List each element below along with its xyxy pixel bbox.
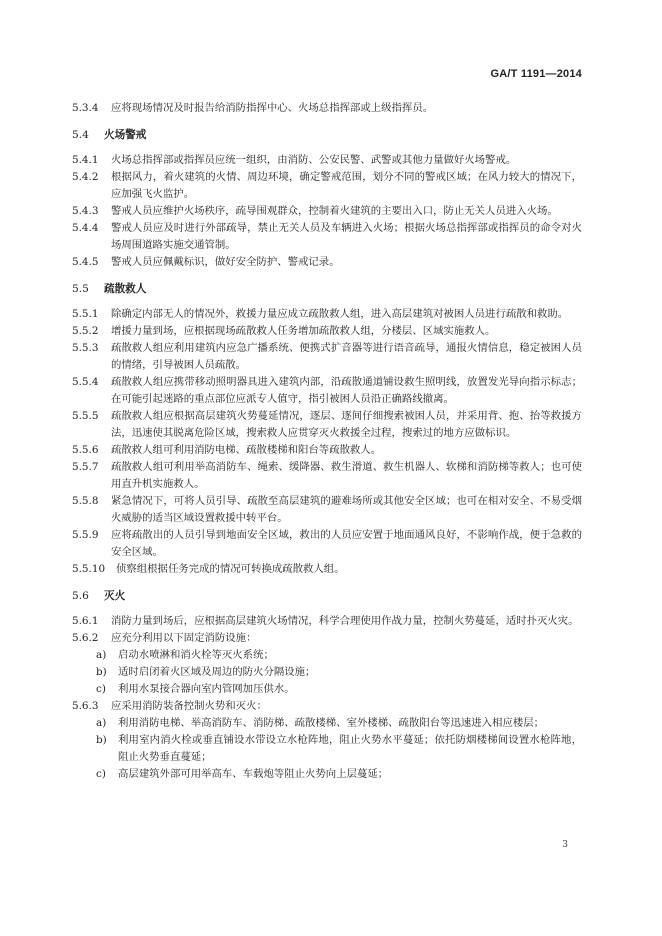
- clause-5-5-6: 5.5.6 疏散救人组可利用消防电梯、疏散楼梯和阳台等疏散救人。: [72, 444, 382, 456]
- clause-5-4-5: 5.4.5 警戒人员应佩戴标识，做好安全防护、警戒记录。: [72, 256, 340, 268]
- list-item: b) 利用室内消火栓或垂直铺设水带设立水枪阵地，阻止火势水平蔓延；依托防烟楼梯间设置水枪阵地，阻止火势垂直蔓延；: [96, 734, 582, 763]
- section-heading-5-4: 5.4 火场警戒: [72, 129, 147, 141]
- clause-5-4-1: 5.4.1 火场总指挥部或指挥员应统一组织，由消防、公安民警、武警或其他力量做好火场警戒。: [72, 154, 517, 166]
- section-heading-5-6: 5.6 灭火: [72, 590, 126, 602]
- list-item: c) 利用水泵接合器向室内管网加压供水。: [96, 683, 295, 695]
- clause-5-6-3: 5.6.3 应采用消防装备控制火势和灭火：: [72, 700, 267, 712]
- clause-5-4-2: 5.4.2 根据风力，着火建筑的火情、周边环境，确定警戒范围，划分不同的警戒区域；在风力较大的情况下，应加强飞火监护。: [72, 171, 582, 200]
- clause-5-6-1: 5.6.1 消防力量到场后，应根据高层建筑火场情况，科学合理使用作战力量，控制火势蔓延，适时扑灭火灾。: [72, 615, 579, 627]
- clause-5-5-5: 5.5.5 疏散救人组应根据高层建筑火势蔓延情况，逐层、逐间仔细搜索被困人员，并采用背、抱、抬等救援方法，迅速使其脱离危险区域，搜索救人应贯穿灭火救援全过程，搜索过的地方应做标识。: [72, 410, 582, 439]
- clause-5-5-2: 5.5.2 增援力量到场，应根据现场疏散救人任务增加疏散救人组，分楼层、区域实施救人。: [72, 325, 496, 337]
- clause-5-5-4: 5.5.4 疏散救人组应携带移动照明器具进入建筑内部，沿疏散通道铺设救生照明线，放置发光导向指示标志；在可能引起迷路的重点部位应派专人值守，指引被困人员沿正确路线撤离。: [72, 376, 582, 405]
- clause-5-5-7: 5.5.7 疏散救人组可利用举高消防车、绳索、缓降器、救生滑道、救生机器人、软梯和消防梯等救人；也可使用直升机实施救人。: [72, 461, 582, 490]
- clause-5-5-10: 5.5.10 侦察组根据任务完成的情况可转换成疏散救人组。: [72, 563, 345, 575]
- clause-5-5-8: 5.5.8 紧急情况下，可将人员引导、疏散至高层建筑的避难场所或其他安全区域；也可在相对安全、不易受烟火威胁的适当区域设置救援中转平台。: [72, 495, 582, 524]
- clause-5-3-4: 5.3.4 应将现场情况及时报告给消防指挥中心、火场总指挥部或上级指挥员。: [72, 102, 434, 114]
- section-heading-5-5: 5.5 疏散救人: [72, 283, 147, 295]
- list-item: a) 启动水喷淋和消火栓等灭火系统；: [96, 649, 274, 661]
- clause-5-5-3: 5.5.3 疏散救人组应利用建筑内应急广播系统、便携式扩音器等进行语音疏导，通报火情信息，稳定被困人员的情绪，引导被困人员疏散。: [72, 342, 582, 371]
- clause-5-6-2: 5.6.2 应充分利用以下固定消防设施：: [72, 632, 257, 644]
- clause-5-5-9: 5.5.9 应将疏散出的人员引导到地面安全区域，救出的人员应安置于地面通风良好，不影响作战，便于急救的安全区域。: [72, 529, 582, 558]
- clause-5-4-3: 5.4.3 警戒人员应维护火场秩序，疏导围观群众，控制着火建筑的主要出入口，防止无关人员进入火场。: [72, 205, 558, 217]
- list-item: a) 利用消防电梯、举高消防车、消防梯、疏散楼梯、室外楼梯、疏散阳台等迅速进入相应楼层；: [96, 717, 545, 729]
- page-number: 3: [562, 840, 568, 850]
- list-item: b) 适时启闭着火区域及周边的防火分隔设施；: [96, 666, 316, 678]
- list-item: c) 高层建筑外部可用举高车、车载炮等阻止火势向上层蔓延；: [96, 768, 389, 780]
- clause-5-5-1: 5.5.1 除确定内部无人的情况外，救援力量应成立疏散救人组，进入高层建筑对被困人员进行疏散和救助。: [72, 308, 569, 320]
- standard-code: GA/T 1191—2014: [490, 68, 582, 80]
- document-body: [72, 100, 582, 783]
- clause-5-4-4: 5.4.4 警戒人员应及时进行外部疏导，禁止无关人员及车辆进入火场；根据火场总指挥部或指挥员的命令对火场周围道路实施交通管制。: [72, 222, 582, 251]
